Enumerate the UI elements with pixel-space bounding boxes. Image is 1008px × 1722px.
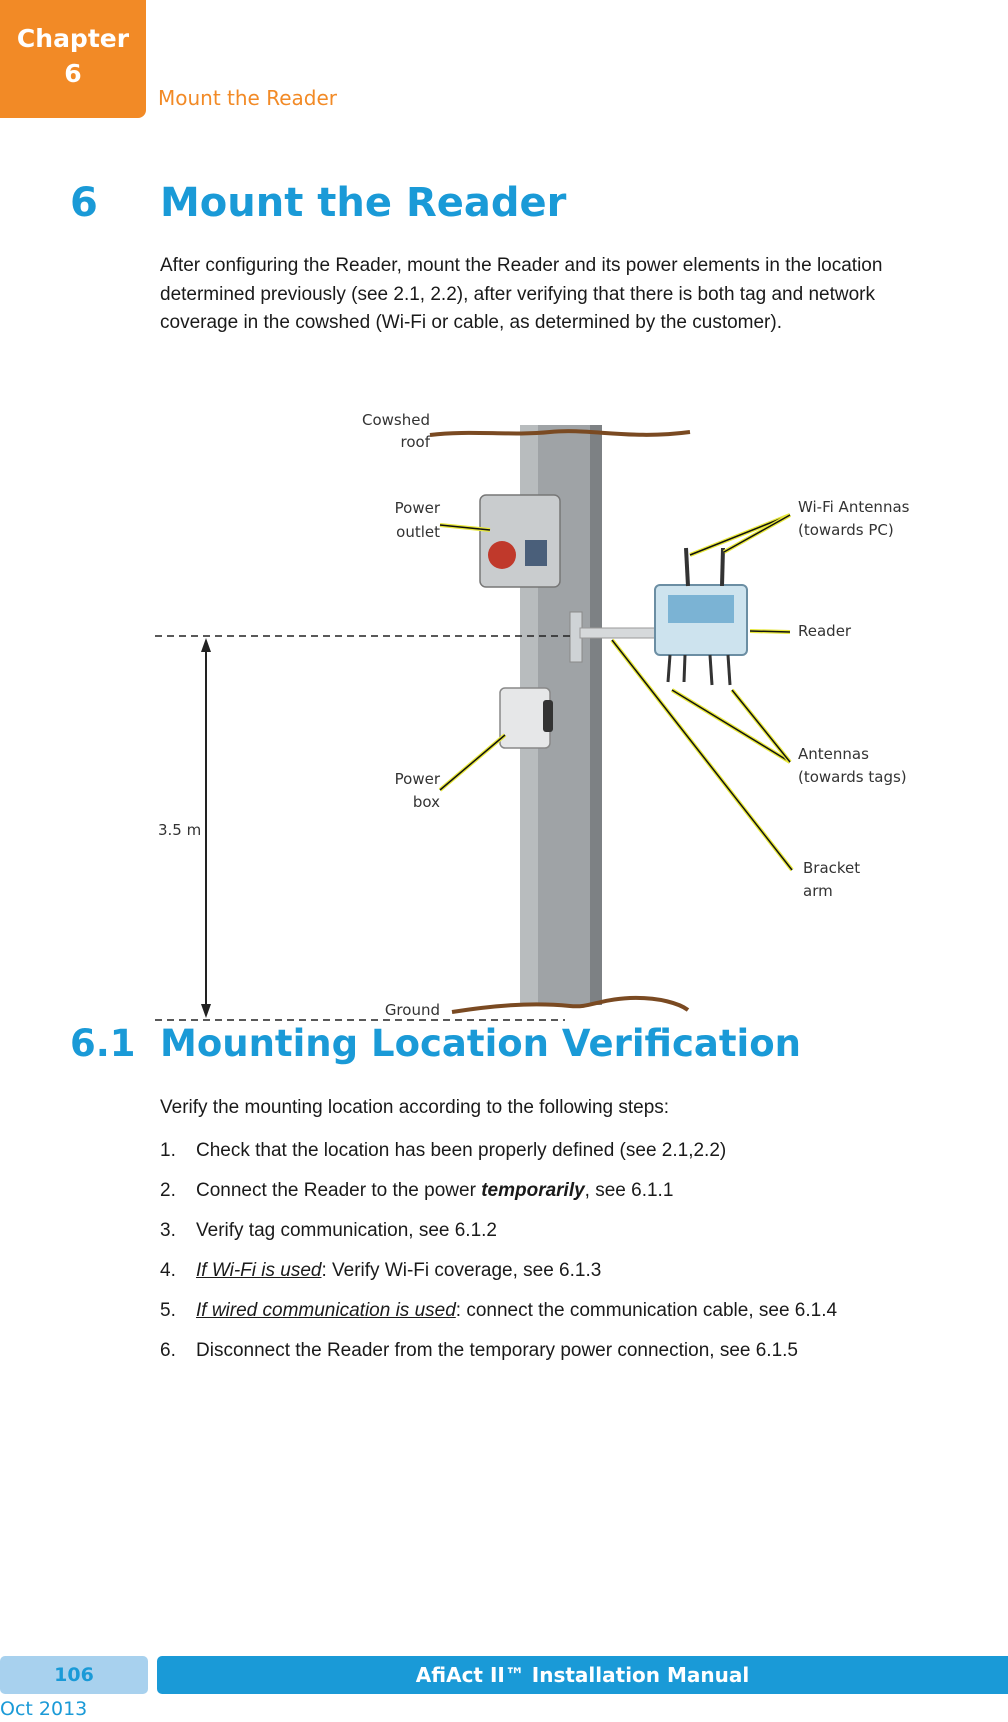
label-ground: Ground bbox=[384, 1001, 440, 1019]
power-box-handle bbox=[543, 700, 553, 732]
chapter-number: 6 bbox=[64, 59, 82, 88]
list-item: 2. Connect the Reader to the power temporarily, see 6.1.1 bbox=[160, 1180, 674, 1201]
subsection-number: 6.1 bbox=[70, 1022, 136, 1065]
label-reader: Reader bbox=[798, 622, 852, 640]
label-power-outlet-2: outlet bbox=[396, 523, 440, 541]
height-arrow-bottom bbox=[201, 1004, 211, 1018]
label-wifi-antennas-1: Wi-Fi Antennas bbox=[798, 498, 910, 516]
chapter-tab bbox=[0, 0, 146, 118]
list-item: 4. If Wi-Fi is used: Verify Wi-Fi coverage, see 6.1.3 bbox=[160, 1260, 602, 1281]
label-cowshed-roof-1: Cowshed bbox=[362, 411, 430, 429]
steps-intro: Verify the mounting location according to the following steps: bbox=[160, 1097, 670, 1118]
label-power-outlet-1: Power bbox=[394, 499, 440, 517]
footer-date: Oct 2013 bbox=[0, 1698, 88, 1720]
wifi-antenna-left bbox=[686, 548, 688, 586]
reader-label-area bbox=[668, 595, 734, 623]
list-item: 5. If wired communication is used: connect the communication cable, see 6.1.4 bbox=[160, 1300, 838, 1321]
condition-wifi: If Wi-Fi is used bbox=[196, 1260, 322, 1281]
callout-power-box-core bbox=[440, 735, 505, 790]
list-item: 3. Verify tag communication, see 6.1.2 bbox=[160, 1220, 497, 1241]
callout-wifi-2-core bbox=[724, 515, 790, 552]
condition-wired: If wired communication is used bbox=[196, 1300, 456, 1321]
tag-antenna-cable-4 bbox=[728, 655, 730, 685]
label-antennas-2: (towards tags) bbox=[798, 768, 907, 786]
label-wifi-antennas-2: (towards PC) bbox=[798, 521, 894, 539]
label-antennas-1: Antennas bbox=[798, 745, 869, 763]
power-outlet-socket bbox=[488, 541, 516, 569]
callout-antennas-2-core bbox=[732, 690, 790, 762]
steps-list bbox=[160, 1140, 837, 1380]
callout-reader-core bbox=[750, 631, 790, 632]
section-number: 6 bbox=[70, 180, 98, 226]
page-number: 106 bbox=[0, 1656, 148, 1694]
label-power-box-2: box bbox=[412, 793, 440, 811]
callout-antennas-1-core bbox=[672, 690, 790, 762]
wifi-antenna-right bbox=[722, 548, 723, 586]
tag-antenna-cable-1 bbox=[668, 655, 670, 682]
label-height: 3.5 m bbox=[158, 821, 202, 839]
power-box bbox=[500, 688, 550, 748]
pole-dark-edge bbox=[590, 425, 602, 1005]
section-title: Mount the Reader bbox=[160, 180, 567, 226]
label-bracket-1: Bracket bbox=[803, 859, 861, 877]
section-heading bbox=[70, 180, 566, 226]
section-intro: After configuring the Reader, mount the Reader and its power elements in the location determined previously (see 2.1, 2.2), after verifying that there is both tag and network coverage in the cowshed (Wi-Fi or cable, as determined by the customer). bbox=[160, 255, 883, 333]
mounting-diagram bbox=[150, 400, 930, 1030]
power-outlet-box bbox=[480, 495, 560, 587]
running-header-title: Mount the Reader bbox=[158, 86, 338, 110]
subsection-title: Mounting Location Verification bbox=[160, 1022, 801, 1065]
subsection-heading bbox=[70, 1022, 801, 1065]
manual-title: AfiAct II™ Installation Manual bbox=[157, 1656, 1008, 1694]
label-bracket-2: arm bbox=[803, 882, 833, 900]
height-arrow-top bbox=[201, 638, 211, 652]
label-power-box-1: Power bbox=[394, 770, 440, 788]
callout-wifi-1-core bbox=[690, 515, 790, 555]
callout-bracket-core bbox=[612, 640, 792, 870]
list-item: 1. Check that the location has been properly defined (see 2.1,2.2) bbox=[160, 1140, 727, 1161]
tag-antenna-cable-3 bbox=[710, 655, 712, 685]
power-outlet-switch bbox=[525, 540, 547, 566]
list-item: 6. Disconnect the Reader from the temporary power connection, see 6.1.5 bbox=[160, 1340, 798, 1361]
label-cowshed-roof-2: roof bbox=[400, 433, 430, 451]
chapter-label: Chapter bbox=[16, 24, 130, 53]
tag-antenna-cable-2 bbox=[684, 655, 685, 682]
emphasis-temporarily: temporarily bbox=[481, 1180, 585, 1201]
